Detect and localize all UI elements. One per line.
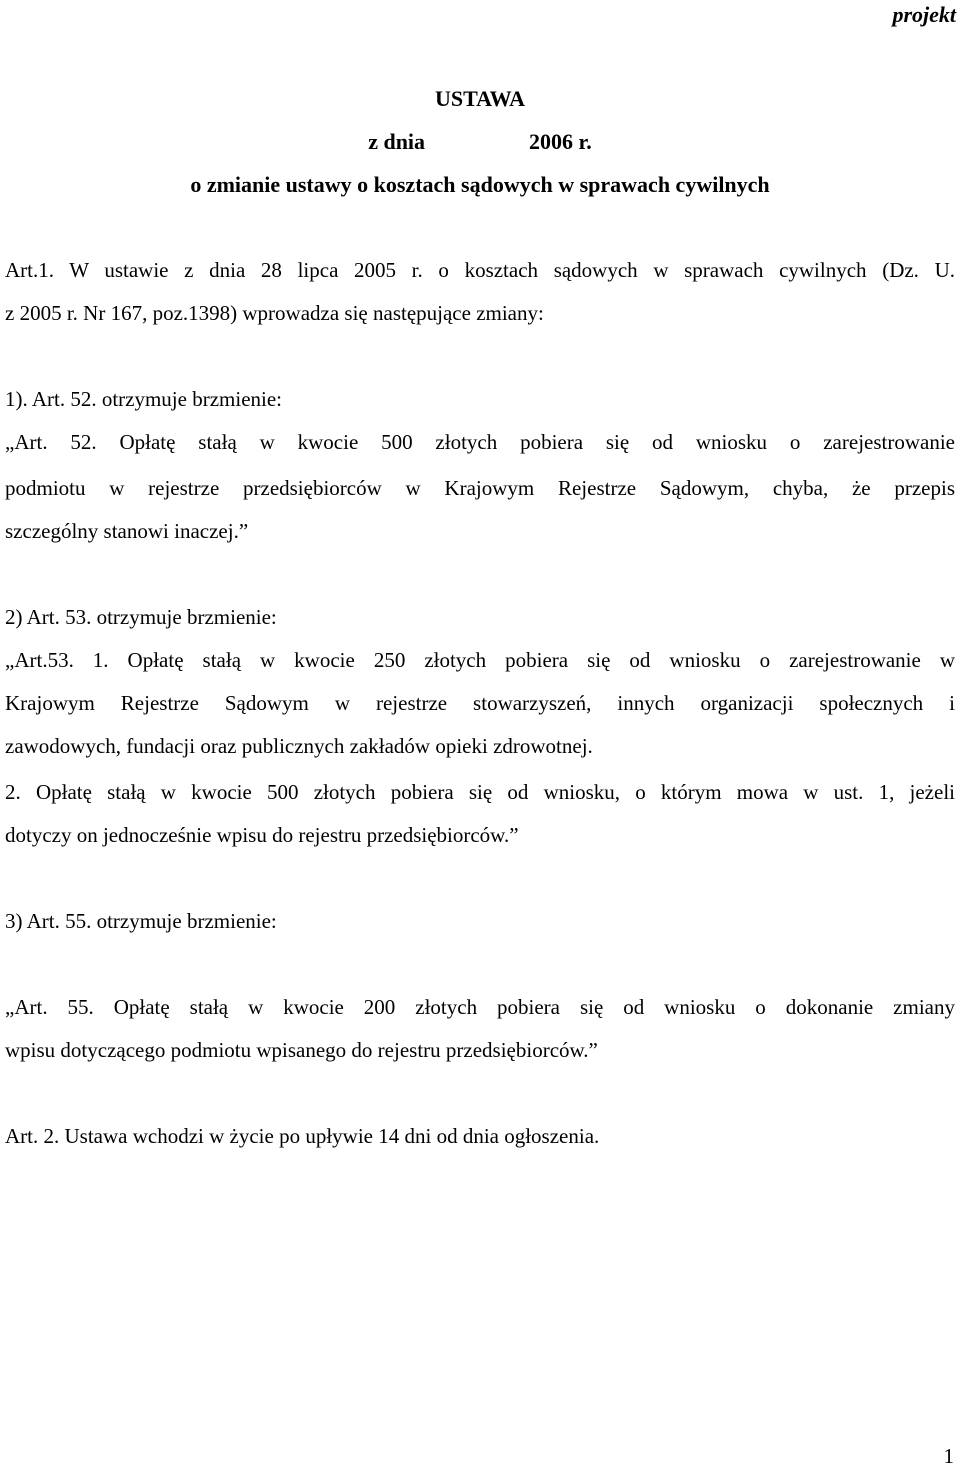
act-title: USTAWA: [434, 86, 526, 111]
change1-line2: podmiotu w rejestrze przedsiębiorców w Krajowym Rejestrze Sądowym, chyba, że przepis: [5, 476, 955, 500]
change2-line3: zawodowych, fundacji oraz publicznych zakładów opieki zdrowotnej.: [5, 734, 593, 758]
change3-line2: wpisu dotyczącego podmiotu wpisanego do rejestru przedsiębiorców.”: [5, 1038, 598, 1062]
change2-heading: 2) Art. 53. otrzymuje brzmienie:: [5, 605, 277, 629]
act-subject: o zmianie ustawy o kosztach sądowych w sprawach cywilnych: [190, 172, 770, 197]
change1-line3: szczególny stanowi inaczej.”: [5, 519, 249, 543]
projekt-label: projekt: [892, 2, 956, 27]
change2-line1: „Art.53. 1. Opłatę stałą w kwocie 250 złotych pobiera się od wniosku o zarejestrowanie w: [5, 648, 955, 672]
change1-heading: 1). Art. 52. otrzymuje brzmienie:: [5, 387, 283, 411]
change1-line1: „Art. 52. Opłatę stałą w kwocie 500 złotych pobiera się od wniosku o zarejestrowanie: [5, 430, 955, 454]
art2-text: Art. 2. Ustawa wchodzi w życie po upływie 14 dni od dnia ogłoszenia.: [5, 1124, 600, 1148]
art1-line2: z 2005 r. Nr 167, poz.1398) wprowadza się następujące zmiany:: [5, 301, 544, 325]
act-date-suffix: 2006 r.: [529, 129, 592, 154]
act-date-line: [0, 128, 960, 155]
change3-line1: „Art. 55. Opłatę stałą w kwocie 200 złotych pobiera się od wniosku o dokonanie zmiany: [5, 995, 955, 1019]
art1-line1: Art.1. W ustawie z dnia 28 lipca 2005 r. o kosztach sądowych w sprawach cywilnych (Dz. U.: [5, 258, 955, 282]
change2-line5: dotyczy on jednocześnie wpisu do rejestru przedsiębiorców.”: [5, 823, 519, 847]
change3-heading: 3) Art. 55. otrzymuje brzmienie:: [5, 909, 277, 933]
act-date-prefix: z dnia: [368, 129, 426, 154]
change2-line4: 2. Opłatę stałą w kwocie 500 złotych pobiera się od wniosku, o którym mowa w ust. 1, jeżeli: [5, 780, 955, 804]
page-number: 1: [943, 1444, 954, 1468]
change2-line2: Krajowym Rejestrze Sądowym w rejestrze stowarzyszeń, innych organizacji społecznych i: [5, 691, 955, 715]
